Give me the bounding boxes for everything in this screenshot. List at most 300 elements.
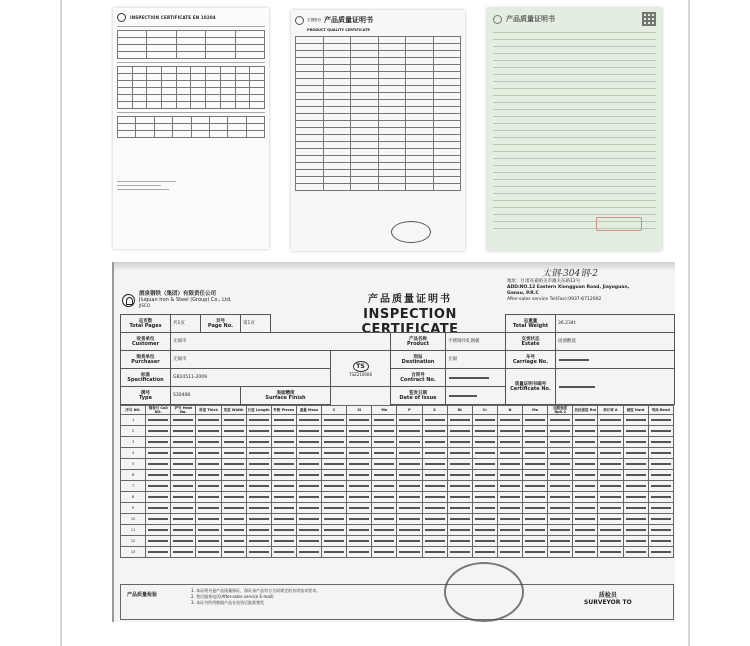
table-cell [322,492,347,503]
illegible-value [550,441,570,443]
table-cell [548,437,573,448]
chem-header-14: Cr [472,406,497,415]
illegible-value [148,529,168,531]
table-row [121,503,674,514]
table-cell [523,547,548,558]
table-cell [497,415,522,426]
table-cell [171,459,196,470]
illegible-value [324,496,344,498]
illegible-value [249,496,269,498]
table-cell [472,415,497,426]
handwritten-note: 太钢-304钢-2 [542,269,598,279]
table-cell [296,547,321,558]
divider [117,181,176,182]
table-cell [548,547,573,558]
illegible-value [274,485,294,487]
logo-text: JISCO [139,303,150,308]
table-cell [397,525,422,536]
illegible-value [626,518,646,520]
illegible-value [651,452,671,454]
table-row [121,536,674,547]
illegible-value [224,463,244,465]
illegible-value [525,419,545,421]
table-cell [246,481,271,492]
illegible-value [626,474,646,476]
table-cell [472,426,497,437]
table-cell [548,492,573,503]
value-estate: 固溶酸洗 [556,333,675,351]
table-cell [447,437,472,448]
table-cell [246,459,271,470]
table-cell [372,459,397,470]
table-cell [548,503,573,514]
footer-note-1: 1. 本证明书是产品质量保证，保证该产品符合合同规定的各项技术要求。 [191,588,321,593]
illegible-value [324,507,344,509]
company-name-en: Jiuquan Iron & Steel (Group) Co., Ltd. [139,297,232,303]
illegible-value [600,518,620,520]
illegible-value [600,496,620,498]
table-cell [146,525,171,536]
label-estate-en: Estate [521,340,540,347]
table-row [121,547,674,558]
table-cell [422,536,447,547]
table-cell [372,514,397,525]
label-contract-en: Contract No. [400,376,436,383]
table-cell [472,459,497,470]
table-cell: 11 [121,525,146,536]
illegible-value [399,540,419,542]
table-cell [246,415,271,426]
illegible-value [600,507,620,509]
table-cell [548,470,573,481]
illegible-value [575,540,595,542]
table-cell [322,536,347,547]
table-cell [497,470,522,481]
illegible-value [500,496,520,498]
table-cell [422,503,447,514]
illegible-value [224,529,244,531]
divider [117,185,161,186]
illegible-value [475,419,495,421]
illegible-value [475,507,495,509]
illegible-value [651,529,671,531]
table-cell [472,514,497,525]
address-line-2: ADD:NO.12 Eastern Xiongguan Road, Jiayuguan, [507,285,630,290]
table-cell [573,448,598,459]
illegible-value [651,463,671,465]
illegible-value [500,463,520,465]
address-line-4: After-sales service Tel(Fax):0937-6712002 [507,297,602,302]
table-cell [372,503,397,514]
illegible-value [450,496,470,498]
illegible-value [374,551,394,553]
table-cell [221,514,246,525]
illegible-value [198,474,218,476]
illegible-value [224,551,244,553]
label-customer-cn: 收货单位 [136,336,155,342]
table-cell [246,448,271,459]
table-cell [397,459,422,470]
table-cell [447,503,472,514]
table-cell [347,448,372,459]
chem-header-13: Ni [447,406,472,415]
table-cell [171,503,196,514]
illegible-value [575,496,595,498]
illegible-value [224,540,244,542]
illegible-value [173,452,193,454]
table-cell [497,547,522,558]
table-cell [422,415,447,426]
table-cell [422,448,447,459]
illegible-value [374,540,394,542]
thumbnail-3-faded-rows [493,32,656,229]
label-page-no-cn: 页号 [216,318,225,324]
table-cell [271,448,296,459]
table-cell [472,547,497,558]
label-product-cn: 产品名称 [409,336,427,342]
table-cell [246,492,271,503]
table-cell [347,525,372,536]
illegible-value [550,540,570,542]
illegible-value [550,463,570,465]
illegible-value [626,452,646,454]
thumbnail-1-props-table [117,116,265,138]
illegible-value [324,551,344,553]
value-total-pages: 共1页 [171,315,201,333]
illegible-value [575,485,595,487]
illegible-value [425,474,445,476]
table-cell [322,525,347,536]
table-cell [447,525,472,536]
chem-header-4: 宽度 Width [221,406,246,415]
illegible-value [198,540,218,542]
illegible-value [550,507,570,509]
illegible-value [274,529,294,531]
table-cell [322,547,347,558]
illegible-value [600,430,620,432]
table-cell [221,415,246,426]
illegible-value [626,430,646,432]
illegible-value [500,551,520,553]
label-cert-no-cn: 质量证明书编号 [514,381,547,387]
illegible-value [299,551,319,553]
illegible-value [626,496,646,498]
table-cell [648,437,673,448]
table-cell [447,481,472,492]
table-cell [196,448,221,459]
table-cell [196,459,221,470]
table-cell [271,470,296,481]
table-cell [422,525,447,536]
value-spec: GB24511-2009 [171,369,331,387]
thumbnail-2-title-en: PRODUCT QUALITY CERTIFICATE [307,28,370,32]
table-cell [171,426,196,437]
illegible-value [425,540,445,542]
table-cell [221,481,246,492]
illegible-value [148,507,168,509]
illegible-value [224,518,244,520]
footer-label: 产品质量检验 [127,592,158,598]
table-cell [347,459,372,470]
table-cell [196,492,221,503]
illegible-value [525,463,545,465]
thumbnail-3-title-cn: 产品质量证明书 [506,15,555,23]
table-cell [196,481,221,492]
illegible-value [475,463,495,465]
illegible-value [299,419,319,421]
table-cell [322,448,347,459]
table-cell [648,514,673,525]
table-cell [397,415,422,426]
illegible-value [173,529,193,531]
table-cell [347,415,372,426]
thumbnail-2-title-cn: 产品质量证明书 [324,16,373,24]
table-cell [347,514,372,525]
value-page-no: 第1页 [241,315,271,333]
table-cell [171,525,196,536]
table-cell [397,437,422,448]
table-cell [246,503,271,514]
illegible-value [575,529,595,531]
illegible-value [224,496,244,498]
value-destination: 无锡 [446,351,506,369]
illegible-value [550,430,570,432]
label-purchaser-cn: 购货单位 [136,354,155,360]
illegible-value [525,441,545,443]
illegible-value [500,441,520,443]
table-row [121,525,674,536]
illegible-value [324,529,344,531]
table-cell [648,459,673,470]
table-cell [171,514,196,525]
table-cell [146,492,171,503]
illegible-value [274,419,294,421]
table-cell [271,459,296,470]
table-cell [523,514,548,525]
illegible-value [399,452,419,454]
certificate-thumbnail-1[interactable] [113,8,269,249]
table-cell [146,448,171,459]
chem-header-10: Mn [372,406,397,415]
table-cell [598,470,623,481]
illegible-value [299,518,319,520]
table-cell [598,536,623,547]
table-cell [397,426,422,437]
illegible-value [148,463,168,465]
label-page-no-en: Page No. [207,322,234,329]
address-line-3: Gansu, P.R.C [507,291,539,296]
table-cell [246,470,271,481]
chem-header-16: Mo [523,406,548,415]
value-contract [446,369,506,387]
illegible-value [198,529,218,531]
chem-header-7: 重量 Mass [296,406,321,415]
label-surface-cn: 表面精度 [276,390,295,396]
divider [117,26,265,27]
table-cell [523,536,548,547]
label-type-cn: 牌号 [141,390,150,396]
illegible-value [575,441,595,443]
illegible-value [224,452,244,454]
illegible-value [600,463,620,465]
illegible-value [198,485,218,487]
table-cell [523,481,548,492]
table-cell [548,448,573,459]
illegible-value [173,518,193,520]
illegible-value [399,518,419,520]
illegible-value [651,441,671,443]
illegible-value [324,474,344,476]
illegible-value [198,430,218,432]
illegible-value [324,430,344,432]
illegible-value [550,518,570,520]
table-cell [447,426,472,437]
illegible-value [575,551,595,553]
illegible-value [525,496,545,498]
illegible-value [299,507,319,509]
table-cell [397,481,422,492]
table-cell [171,547,196,558]
illegible-value [500,529,520,531]
table-cell [523,415,548,426]
table-cell [598,448,623,459]
illegible-value [299,463,319,465]
table-cell [573,525,598,536]
table-row [121,514,674,525]
table-cell [171,492,196,503]
illegible-value [349,463,369,465]
inspection-seal [444,562,524,622]
illegible-value [299,540,319,542]
table-cell [447,448,472,459]
illegible-value [249,485,269,487]
table-row [121,459,674,470]
table-cell [523,426,548,437]
illegible-value [500,507,520,509]
illegible-value [249,529,269,531]
table-cell [296,437,321,448]
illegible-value [651,551,671,553]
company-logo-icon [493,15,502,24]
illegible-value [475,551,495,553]
illegible-value [274,518,294,520]
illegible-value [575,507,595,509]
table-cell [221,459,246,470]
table-cell [623,426,648,437]
table-cell [296,503,321,514]
table-cell [573,492,598,503]
table-cell [397,536,422,547]
label-total-weight-en: Total Weight [512,322,549,329]
illegible-value [148,485,168,487]
table-cell [648,536,673,547]
illegible-value [349,485,369,487]
table-cell [523,448,548,459]
illegible-value [425,419,445,421]
table-cell [598,514,623,525]
table-cell [347,547,372,558]
illegible-value [148,518,168,520]
label-cert-no-en: Certificate No. [510,385,551,392]
surveyor-en: SURVEYOR TO [584,599,632,606]
table-cell [296,426,321,437]
illegible-value [173,430,193,432]
table-cell [246,437,271,448]
thumbnail-1-table [117,30,265,59]
illegible-value [299,496,319,498]
certificate-thumbnail-3[interactable] [487,8,662,251]
illegible-value [475,518,495,520]
table-cell [497,426,522,437]
illegible-value [550,485,570,487]
thumbnail-2-table [295,36,461,191]
illegible-value [374,518,394,520]
table-cell [196,415,221,426]
table-cell [623,470,648,481]
illegible-value [626,529,646,531]
label-purchaser-en: Purchaser [131,358,160,365]
illegible-value [299,452,319,454]
table-cell [523,470,548,481]
illegible-value [324,540,344,542]
table-cell [523,525,548,536]
illegible-value [374,496,394,498]
table-cell [397,492,422,503]
illegible-value [575,518,595,520]
illegible-value [525,485,545,487]
illegible-value [475,529,495,531]
table-row [121,481,674,492]
table-cell [548,536,573,547]
illegible-value [198,452,218,454]
illegible-value [374,430,394,432]
illegible-value [173,507,193,509]
illegible-value [198,507,218,509]
table-cell [573,437,598,448]
table-cell [322,481,347,492]
illegible-value [349,507,369,509]
chem-header-2: 炉号 Heat No. [171,406,196,415]
main-inspection-certificate [112,262,675,622]
table-cell [221,437,246,448]
illegible-value [600,441,620,443]
table-cell [146,514,171,525]
illegible-value [299,430,319,432]
table-cell [296,481,321,492]
divider [117,62,265,63]
table-cell [422,481,447,492]
table-cell: 8 [121,492,146,503]
table-cell [623,514,648,525]
thumbnail-2-header [295,12,461,28]
illegible-value [374,474,394,476]
table-cell [573,503,598,514]
table-cell [322,459,347,470]
chem-header-6: 件数 Pieces [271,406,296,415]
illegible-value [173,496,193,498]
chemical-composition-table [120,405,674,558]
illegible-value [224,507,244,509]
illegible-value [475,485,495,487]
table-cell [372,536,397,547]
illegible-value [500,430,520,432]
table-cell: 9 [121,503,146,514]
illegible-value [249,452,269,454]
certificate-thumbnail-2[interactable] [291,10,465,251]
table-cell [422,426,447,437]
illegible-value [500,540,520,542]
table-cell [171,536,196,547]
